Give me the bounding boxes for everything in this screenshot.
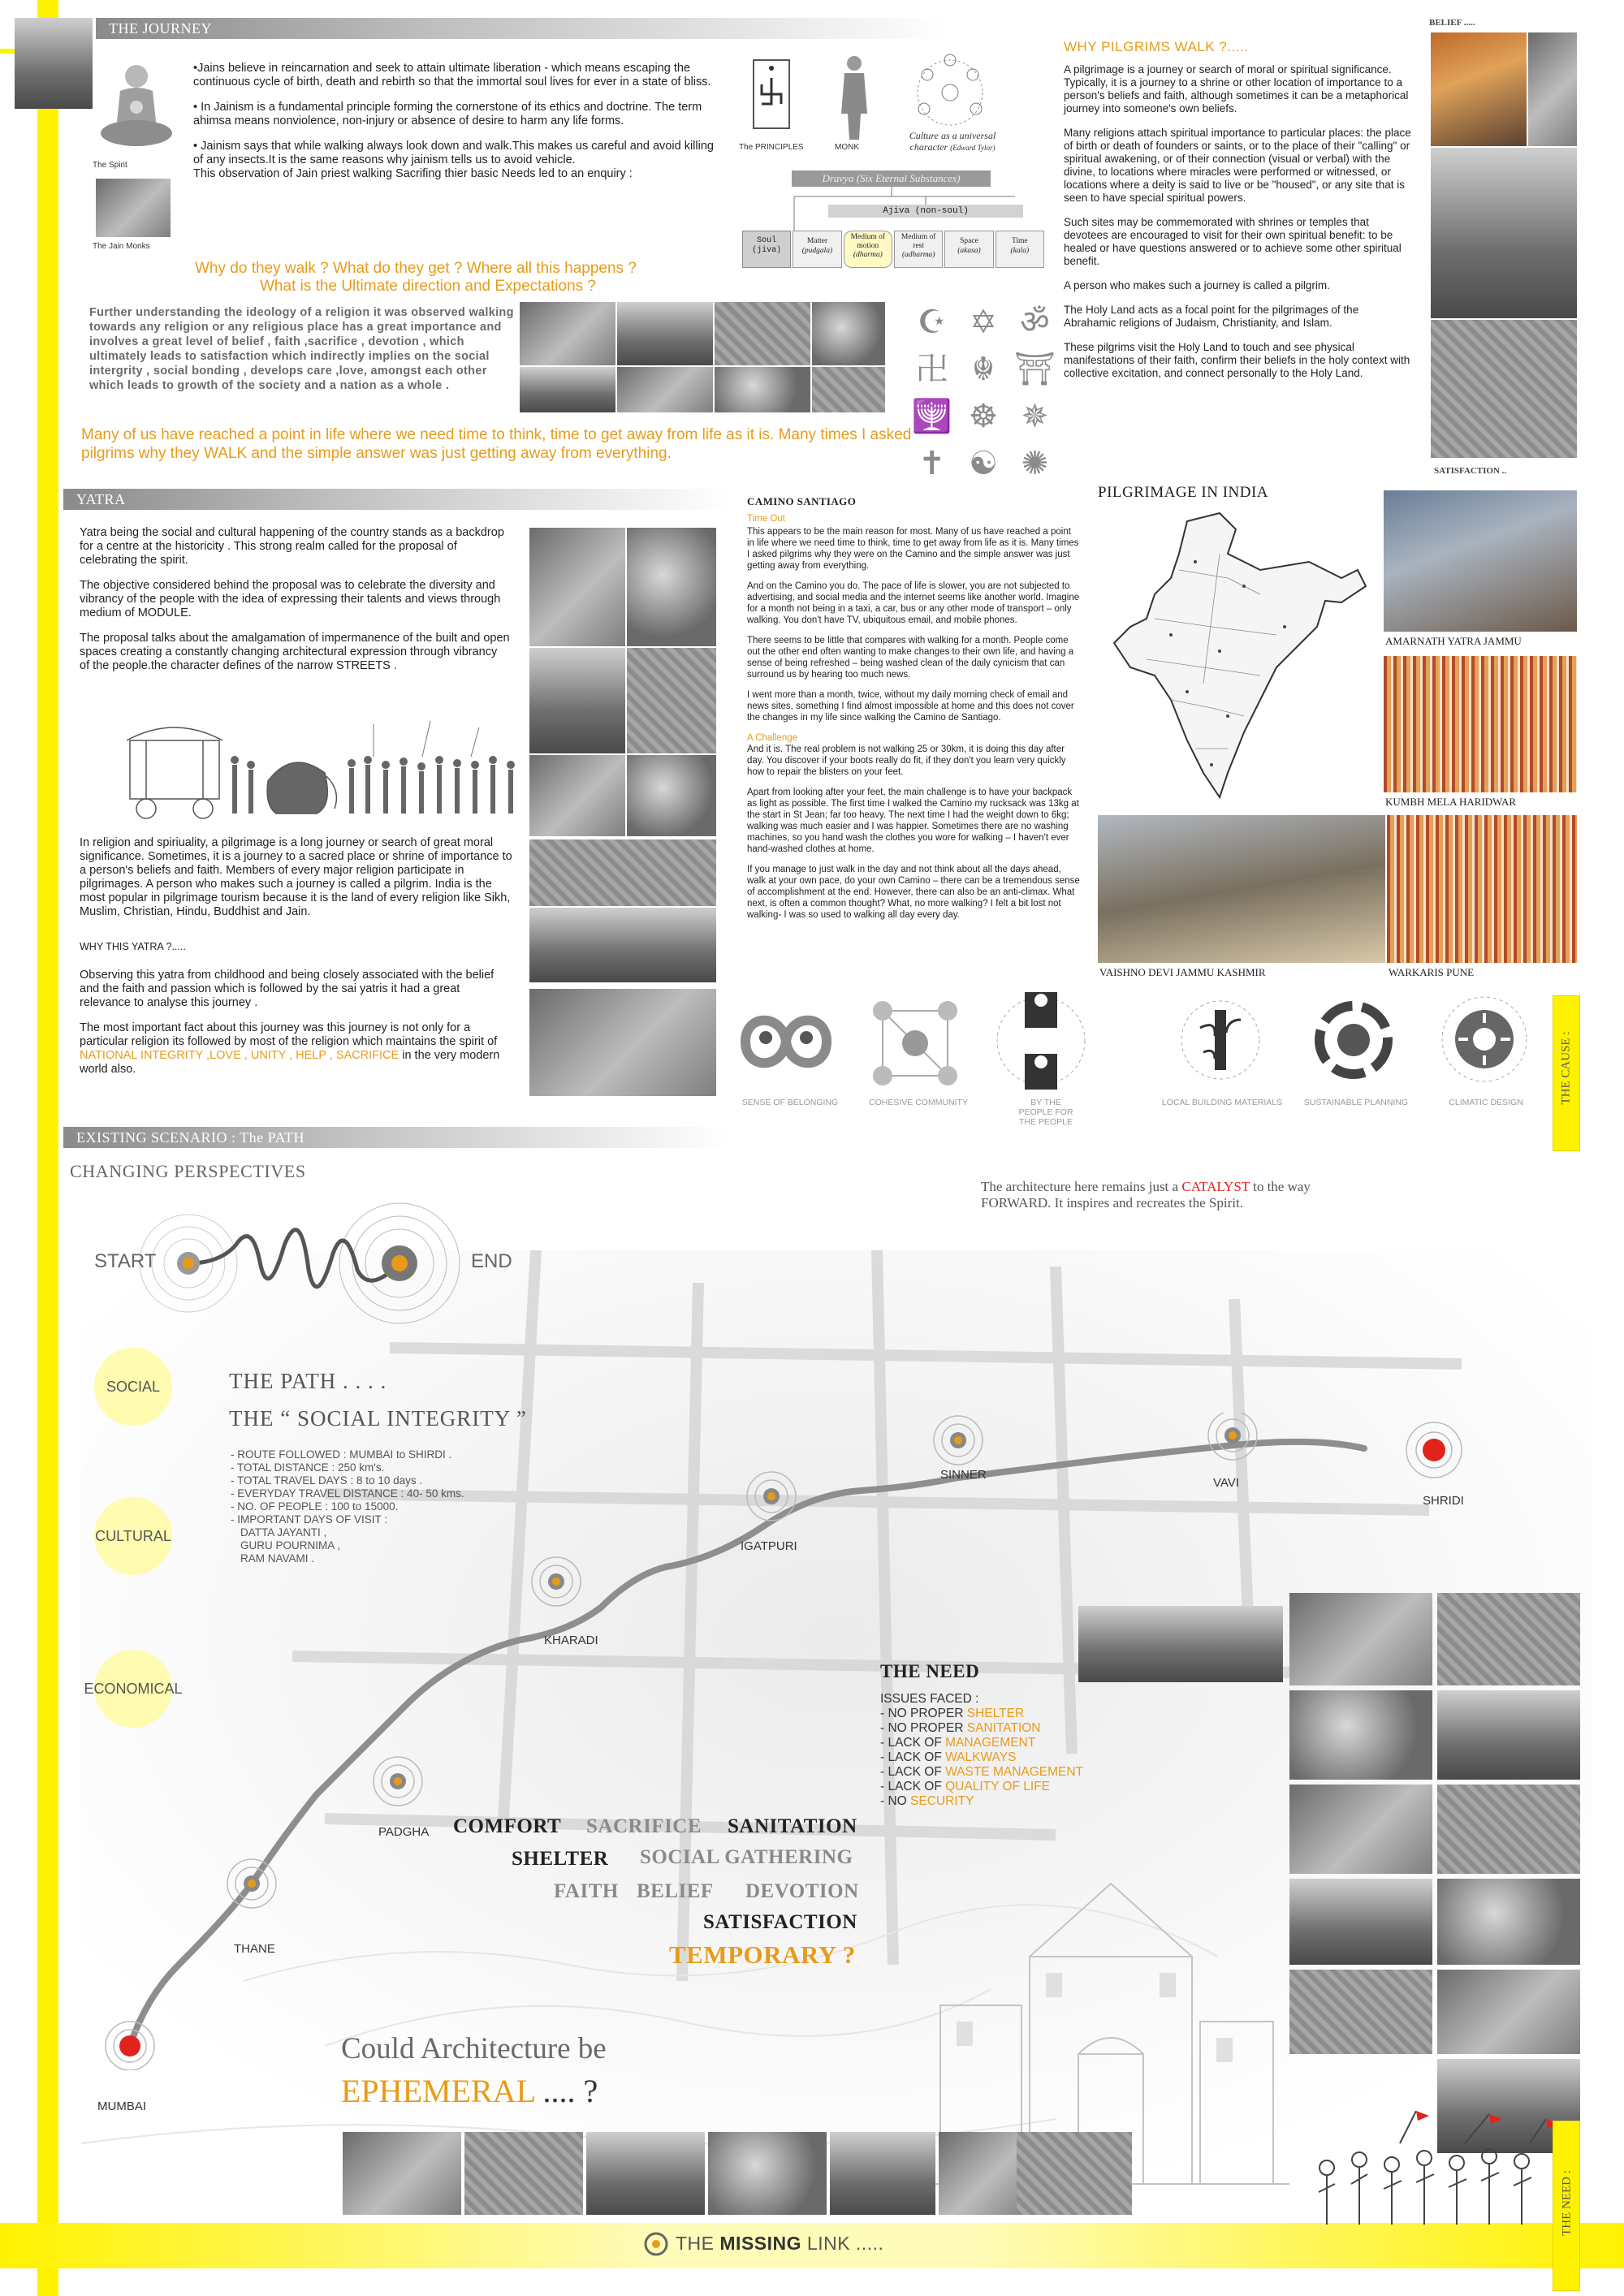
dravya-cell-matter-main: Matter	[806, 237, 828, 245]
procession-sketch	[81, 708, 524, 830]
amarnath-caption: AMARNATH YATRA JAMMU	[1385, 635, 1522, 647]
cohesive-community-icon	[862, 990, 968, 1096]
satisfaction-label: SATISFACTION ..	[1434, 466, 1507, 476]
kumbh-photo	[1384, 656, 1577, 792]
why-walk-para-3: Such sites may be commemorated with shrines or temples that devotees are encouraged to visit for their own spiritual benefit: to be healed or have questions answered or to achieve some other spiritual benefit.	[1064, 216, 1402, 267]
religious-symbols-grid	[906, 299, 1060, 487]
dravya-cell-time-sub: (kala)	[1010, 247, 1030, 255]
india-map	[1098, 505, 1374, 805]
journey-para-3: • Jainism says that while walking always look down and walk.This makes us careful and avoid killing of any insects.It is the same reasons why jainism tells us to avoid vehicle.	[193, 140, 714, 166]
bahai-star-icon: ✵	[1021, 398, 1049, 435]
keyword-sacrifice: SACRIFICE	[586, 1815, 702, 1837]
yatra-text-top	[80, 526, 510, 684]
yatra-text-bottom	[80, 836, 513, 1088]
dravya-cell-soul-main: Soul	[757, 236, 777, 245]
sense-of-belonging-icon	[729, 997, 843, 1086]
yatra-para-1: Yatra being the social and cultural happening of the country stands as a backdrop for a centre at the historicity . This strong realm called for the proposal of celebrating the spirit.	[80, 526, 504, 567]
why-walk-title: WHY PILGRIMS WALK ?.....	[1064, 39, 1249, 54]
social-circle: SOCIAL	[94, 1348, 172, 1426]
ideology-text: Further understanding the ideology of a religion it was observed walking towards any religion or any religious place has a great importance and involves a great level of belief , faith ,sacrifice , devotion , which ultimately leads to satisfaction which indirectly implies on the social intergrity , social bonding , develops care ,love, amongst each other which leads to growth of the society and a nation as a whole .	[89, 306, 514, 392]
need-photo-wide	[1078, 1606, 1283, 1682]
fact-route: - ROUTE FOLLOWED : MUMBAI to SHIRDI .	[231, 1448, 452, 1461]
vaishno-caption: VAISHNO DEVI JAMMU KASHMIR	[1099, 966, 1266, 978]
temple-photo-3	[715, 302, 810, 365]
dravya-cell-matter	[793, 231, 841, 268]
caption-local-building-materials: LOCAL BUILDING MATERIALS	[1161, 1098, 1283, 1107]
yatra-why-title: WHY THIS YATRA ?.....	[80, 941, 186, 952]
integrity-title: THE “ SOCIAL INTEGRITY ”	[229, 1406, 527, 1431]
amarnath-photo	[1384, 490, 1577, 632]
fact-important-days: - IMPORTANT DAYS OF VISIT :	[231, 1513, 388, 1526]
ajiva-label: Ajiva (non-soul)	[828, 205, 1023, 218]
culture-universal-icon	[901, 50, 999, 132]
need-item-security	[880, 1794, 1083, 1809]
cause-tab	[1553, 995, 1580, 1151]
economical-circle: ECONOMICAL	[94, 1650, 172, 1728]
principles-caption: The PRINCIPLES	[739, 143, 804, 152]
yatra-photo-4	[627, 648, 716, 753]
keyword-satisfaction: SATISFACTION	[703, 1911, 857, 1933]
belief-photo-2	[1528, 32, 1577, 146]
closing-line-2	[341, 2072, 598, 2110]
dravya-cell-soul	[742, 231, 791, 268]
camino-sub-challenge: A Challenge	[747, 733, 798, 743]
ephemeral-word: EPHEMERAL	[341, 2073, 535, 2109]
kumbh-caption: KUMBH MELA HARIDWAR	[1385, 796, 1517, 808]
camino-para-4: I went more than a month, twice, without my daily morning check of email and news sites, something I find almost impossible at home and this does not cover the changes in my life since walking the Camino de Santiago.	[747, 690, 1074, 723]
dravya-cell-matter-sub: (pudgala)	[801, 247, 833, 255]
circle-link-icon	[643, 2231, 669, 2257]
warkaris-caption: WARKARIS PUNE	[1389, 966, 1475, 978]
india-title: PILGRIMAGE IN INDIA	[1098, 484, 1269, 501]
crowd-sketch	[1302, 2111, 1562, 2257]
star-of-david-icon: ✡	[970, 304, 997, 341]
swastika-icon: 卍	[915, 351, 948, 388]
culture-caption-sub: (Edward Tylor)	[950, 144, 996, 152]
changing-perspectives: CHANGING PERSPECTIVES	[70, 1161, 306, 1181]
dravya-cell-soul-sub: (jiva)	[752, 246, 782, 255]
camino-text	[747, 513, 1080, 930]
meditating-figure-icon	[96, 58, 177, 156]
city-shridi: SHRIDI	[1423, 1494, 1464, 1508]
keyword-faith: FAITH	[554, 1880, 619, 1902]
need-item-waste-pre: - LACK OF	[880, 1765, 946, 1779]
camino-para-1: This appears to be the main reason for most. Many of us have reached a point in life where we need time to think, time to get away from life as it is. Many times I asked pilgrims why they were on the Camino and the simple answer was just getting away from everything.	[747, 527, 1079, 571]
keyword-comfort: COMFORT	[453, 1815, 562, 1837]
temple-photo-7	[715, 367, 810, 412]
strip-photo-1	[343, 2132, 461, 2215]
dravya-cell-rest	[894, 231, 943, 268]
journey-para-4: This observation of Jain priest walking Sacrifing thier basic Needs led to an enquiry :	[193, 167, 633, 180]
yatra-photo-8	[529, 908, 716, 982]
issues-faced: ISSUES FACED :	[880, 1692, 979, 1706]
camino-title: CAMINO SANTIAGO	[747, 495, 857, 507]
climatic-design-icon	[1436, 990, 1533, 1088]
warkaris-photo	[1387, 815, 1577, 963]
monk-caption: MONK	[835, 143, 859, 152]
need-item-shelter-hl: SHELTER	[966, 1707, 1025, 1720]
missing-link-post: LINK .....	[801, 2233, 884, 2254]
dravya-cell-rest-main: Medium of rest	[901, 233, 936, 250]
fact-distance: - TOTAL DISTANCE : 250 km's.	[231, 1461, 385, 1474]
temple-photo-1	[520, 302, 615, 365]
dravya-cell-space-main: Space	[960, 237, 978, 245]
dravya-title: Dravya (Six Eternal Substances)	[792, 170, 991, 187]
yatra-para-6-pre: The most important fact about this journey was this journey is not only for a particular religion its followed by most of the religion which maintains the spirit of	[80, 1021, 498, 1048]
need-photo-3	[1289, 1690, 1432, 1780]
yatra-para-6-highlight: NATIONAL INTEGRITY ,LOVE , UNITY , HELP , SACRIFICE	[80, 1049, 400, 1062]
camino-para-2: And on the Camino you do. The pace of life is slower, you are not subjected to advertising, and social media and the internet seems like another world. Imagine for a month not being in a taxi, a car, bus or any other mode of transport – only walking. You don't have TV, ubiquitous email, and mobile phones.	[747, 581, 1080, 625]
need-title: THE NEED	[880, 1661, 980, 1681]
yatra-photo-6	[627, 755, 716, 836]
fact-ram-navami: RAM NAVAMI .	[240, 1552, 315, 1564]
yatra-photo-2	[627, 528, 716, 646]
catalyst-post: to the way	[1249, 1179, 1311, 1194]
dravya-cell-space	[944, 231, 993, 268]
crescent-star-icon: ☪	[917, 304, 947, 341]
cultural-circle: CULTURAL	[94, 1497, 172, 1575]
vaishno-photo	[1098, 815, 1385, 963]
yatra-para-5: Observing this yatra from childhood and being closely associated with the belief and the faith and passion which is followed by the sai yatris it had a great relevance to analyse this journey .	[80, 969, 495, 1009]
why-walk-para-6: These pilgrims visit the Holy Land to touch and see physical manifestations of their faith, confirm their beliefs in the holy context with collective excitation, and connect personally to the Holy Land.	[1064, 341, 1410, 379]
yatra-photo-5	[529, 755, 625, 836]
city-mumbai: MUMBAI	[97, 2100, 146, 2113]
need-item-shelter	[880, 1707, 1083, 1721]
dravya-cell-time-main: Time	[1011, 237, 1028, 245]
jain-monks-photo	[96, 179, 171, 237]
strip-photo-7	[1017, 2132, 1132, 2215]
camino-para-6: Apart from looking after your feet, the main challenge is to have your backpack as light as possible. The first time I walked the Camino my rucksack was 13kg at the start in St Jean; far too heavy. The next time I had the weight down to 6kg; walking was much easier and I was happier. Sometimes there are no washing machines, so you hand wash the clothes you wore for walking – I haven't ever hand-washed clothes at home.	[747, 788, 1079, 854]
need-photo-9	[1289, 1970, 1432, 2054]
keyword-social-gathering: SOCIAL GATHERING	[640, 1846, 853, 1868]
need-photo-2	[1437, 1593, 1580, 1685]
candles-photo	[15, 18, 93, 109]
camino-para-3: There seems to be little that compares with walking for a month. People come out the other end often wanting to make changes to their own life, and having a sense of being refreshed – being washed clean of the daily cynicism that can surround us by hearing too much news.	[747, 636, 1074, 680]
yatra-para-3: The proposal talks about the amalgamation of impermanence of the built and open spaces creating a constantly changing architectural expression through vibrancy of the people.the character defines of the narrow STREETS .	[80, 632, 510, 672]
journey-text	[193, 62, 723, 192]
yatra-para-6-post: in the very modern world also.	[80, 1049, 500, 1076]
menorah-icon: 🕎	[911, 398, 952, 435]
why-walk-text	[1064, 63, 1411, 391]
yatra-photo-9	[529, 989, 716, 1096]
need-list	[880, 1707, 1083, 1809]
need-item-quality-hl: QUALITY OF LIFE	[945, 1780, 1051, 1793]
city-thane: THANE	[234, 1942, 275, 1956]
local-building-materials-icon	[1176, 995, 1265, 1085]
journey-big-quote: Many of us have reached a point in life where we need time to think, time to get away from life as it is. Many times I asked pilgrims why they WALK and the simple answer was just getting away from everything.	[81, 426, 912, 462]
keyword-temporary: TEMPORARY ?	[669, 1940, 856, 1969]
camino-sub-time-out: Time Out	[747, 514, 785, 524]
journey-question-2: What is the Ultimate direction and Expectations ?	[260, 278, 596, 295]
culture-caption	[908, 130, 997, 153]
need-item-waste	[880, 1765, 1083, 1780]
need-item-shelter-pre: - NO PROPER	[880, 1707, 967, 1720]
yatra-section-bar: YATRA	[63, 489, 729, 510]
need-photo-10	[1437, 1970, 1580, 2054]
yatra-photo-7	[529, 839, 716, 906]
yatra-para-2: The objective considered behind the proposal was to celebrate the diversity and vibrancy of the people with the idea of expressing their talents and views through medium of MODULE.	[80, 579, 501, 619]
dravya-cell-motion	[844, 231, 892, 268]
need-item-quality	[880, 1780, 1083, 1794]
fact-days: - TOTAL TRAVEL DAYS : 8 to 10 days .	[231, 1474, 423, 1487]
start-end-squiggle	[138, 1197, 495, 1335]
keyword-sanitation: SANITATION	[728, 1815, 857, 1837]
journey-section-bar: THE JOURNEY	[96, 18, 948, 39]
need-item-management	[880, 1736, 1083, 1750]
temple-photo-8	[812, 367, 885, 412]
need-item-sanitation-hl: SANITATION	[966, 1721, 1041, 1735]
need-item-waste-hl: WASTE MANAGEMENT	[945, 1765, 1084, 1779]
need-item-sanitation	[880, 1721, 1083, 1736]
need-photo-8	[1437, 1879, 1580, 1965]
why-walk-para-5: The Holy Land acts as a focal point for the pilgrimages of the Abrahamic religions of Judaism, Christianity, and Islam.	[1064, 304, 1359, 329]
fact-guru-pournima: GURU POURNIMA ,	[240, 1539, 341, 1552]
keyword-belief: BELIEF	[637, 1880, 714, 1902]
catalyst-word: CATALYST	[1181, 1179, 1250, 1194]
start-label: START	[94, 1250, 157, 1272]
need-photo-6	[1437, 1785, 1580, 1874]
torii-gate-icon: ⛩	[1013, 351, 1056, 388]
left-yellow-stripe	[37, 0, 58, 2296]
closing-line-1: Could Architecture be	[341, 2032, 607, 2065]
cause-label: THE CAUSE :	[1559, 1031, 1573, 1105]
keyword-devotion: DEVOTION	[745, 1880, 859, 1902]
journey-para-2: • In Jainism is a fundamental principle forming the cornerstone of its ethics and doctrine. The term ahimsa means nonviolence, non-injury or absence of desire to harm any life forms.	[193, 101, 702, 127]
strip-photo-2	[464, 2132, 583, 2215]
yatra-photo-3	[529, 648, 625, 753]
missing-link-text	[676, 2233, 883, 2255]
need-item-quality-pre: - LACK OF	[880, 1780, 946, 1793]
need-item-walkways-hl: WALKWAYS	[945, 1750, 1017, 1764]
city-vavi: VAVI	[1213, 1476, 1239, 1490]
spirit-caption: The Spirit	[93, 161, 127, 170]
keyword-shelter: SHELTER	[512, 1848, 609, 1870]
missing-link-bold: MISSING	[719, 2233, 802, 2254]
dravya-cell-motion-main: Medium of motion	[850, 233, 886, 250]
need-tab	[1553, 2121, 1580, 2291]
monks-caption: The Jain Monks	[93, 242, 150, 251]
dravya-cell-rest-sub: (adharma)	[901, 251, 935, 259]
caption-cohesive-community: COHESIVE COMMUNITY	[869, 1098, 968, 1107]
need-photo-4	[1437, 1690, 1580, 1780]
yatra-para-6	[80, 1021, 513, 1077]
closing-line-2-post: .... ?	[534, 2073, 598, 2109]
yatra-para-4: In religion and spiriuality, a pilgrimage is a long journey or search of great moral significance. Sometimes, it is a journey to a sacred place or shrine of importance to a person's beliefs and faith. Members of every major religion participate in pilgrimages. A person who makes such a journey is called a pilgrim. India is the most popular in pilgrimage tourism because it is the land of every religion like Sikh, Muslim, Christian, Hindu, Buddhist and Jain.	[80, 836, 512, 918]
need-photo-1	[1289, 1593, 1432, 1685]
temple-photo-6	[617, 367, 713, 412]
journey-question-1: Why do they walk ? What do they get ? Where all this happens ?	[195, 260, 637, 277]
sustainable-planning-icon	[1309, 995, 1398, 1085]
camino-para-5: And it is. The real problem is not walking 25 or 30km, it is doing this day after day. You discover if your boots really do fit, if they don't you learn very quickly how to repair the blisters on your feet.	[747, 744, 1066, 777]
caption-climatic-design: CLIMATIC DESIGN	[1449, 1098, 1523, 1107]
need-item-walkways	[880, 1750, 1083, 1765]
catalyst-line-2: FORWARD. It inspires and recreates the Spirit.	[981, 1195, 1243, 1211]
dharma-wheel-icon: ☸	[969, 398, 998, 435]
khanda-icon: ☬	[971, 351, 996, 388]
caption-sense-of-belonging: SENSE OF BELONGING	[741, 1098, 839, 1107]
belief-label: BELIEF .....	[1429, 18, 1475, 28]
need-item-walkways-pre: - LACK OF	[880, 1750, 946, 1764]
fact-people: - NO. OF PEOPLE : 100 to 15000.	[231, 1500, 399, 1513]
temple-photo-4	[812, 302, 885, 365]
om-icon: ॐ	[1020, 304, 1050, 341]
journey-para-1: •Jains believe in reincarnation and seek to attain ultimate liberation - which means escaping the continuous cycle of birth, death and rebirth so that the immortal soul lives for ever in a state of bliss.	[193, 62, 711, 88]
caption-sustainable-planning: SUSTAINABLE PLANNING	[1303, 1098, 1409, 1107]
belief-photo-3	[1431, 148, 1577, 318]
strip-photo-4	[708, 2132, 827, 2215]
yin-yang-icon: ☯	[969, 445, 998, 482]
city-padgha: PADGHA	[378, 1825, 430, 1839]
temple-photo-5	[520, 367, 615, 412]
scenario-section-bar: EXISTING SCENARIO : The PATH	[63, 1127, 729, 1148]
belief-photo-4	[1431, 320, 1577, 458]
need-item-security-pre: - NO	[880, 1794, 911, 1808]
need-item-management-hl: MANAGEMENT	[945, 1736, 1036, 1750]
need-item-security-hl: SECURITY	[910, 1794, 974, 1808]
need-item-management-pre: - LACK OF	[880, 1736, 946, 1750]
why-walk-para-1: A pilgrimage is a journey or search of moral or spiritual significance. Typically, it is a journey to a shrine or other location of importance to a person's beliefs and faith, although sometimes it can be a metaphorical journey into someone's own beliefs.	[1064, 63, 1409, 114]
temple-photo-2	[617, 302, 713, 365]
city-igatpuri: IGATPURI	[741, 1539, 797, 1553]
dravya-cell-motion-sub: (dharma)	[853, 251, 883, 259]
yatra-photo-1	[529, 528, 625, 646]
caption-by-the-people: BY THE PEOPLE FOR THE PEOPLE	[1018, 1098, 1073, 1127]
monk-figure-icon	[836, 54, 872, 141]
why-walk-para-2: Many religions attach spiritual importance to particular places: the place of birth or death of founders or saints, or to the place of their "calling" or spiritual awakening, or of their connection (visual or verbal) with the divine, to locations where miracles were performed or witnessed, or locations where a deity is said to live or be "housed", or any site that is seen to have special spiritual powers.	[1064, 127, 1411, 204]
city-kharadi: KHARADI	[544, 1634, 598, 1647]
dravya-cells	[742, 231, 1044, 268]
dravya-cell-space-sub: (akasa)	[957, 247, 981, 255]
catalyst-text	[981, 1179, 1311, 1211]
path-title: THE PATH . . . .	[229, 1369, 387, 1393]
by-the-people-icon	[992, 986, 1090, 1096]
camino-para-7: If you manage to just walk in the day and not think about all the days ahead, walk at your own pace, do your own Camino – there can be a tremendous sense of accomplishment at the end. However, there can also be an anti-climax. What next, is often a common thought? What, no more walking? I felt a bit lost not walking- I was so used to walking all day every day.	[747, 865, 1080, 920]
need-tab-label: THE NEED :	[1560, 2170, 1574, 2236]
end-label: END	[471, 1250, 512, 1272]
culture-caption-text: Culture as a universal character	[909, 130, 996, 153]
flower-icon: ✺	[1021, 445, 1049, 482]
need-photo-5	[1289, 1785, 1432, 1874]
dravya-cell-time	[996, 231, 1044, 268]
need-photo-7	[1289, 1879, 1432, 1965]
fact-datta-jayanti: DATTA JAYANTI ,	[240, 1526, 327, 1539]
missing-link-pre: THE	[676, 2233, 720, 2254]
need-item-sanitation-pre: - NO PROPER	[880, 1721, 967, 1735]
belief-photo-1	[1431, 32, 1527, 146]
why-walk-para-4: A person who makes such a journey is called a pilgrim.	[1064, 279, 1330, 291]
cross-icon: ✝	[918, 445, 946, 482]
strip-photo-3	[586, 2132, 705, 2215]
swastika-emblem-icon	[747, 55, 796, 136]
strip-photo-5	[830, 2132, 935, 2215]
fact-daily-distance: - EVERYDAY TRAVEL DISTANCE : 40- 50 kms.	[231, 1487, 464, 1500]
catalyst-pre: The architecture here remains just a	[981, 1179, 1182, 1194]
city-sinner: SINNER	[940, 1468, 987, 1482]
